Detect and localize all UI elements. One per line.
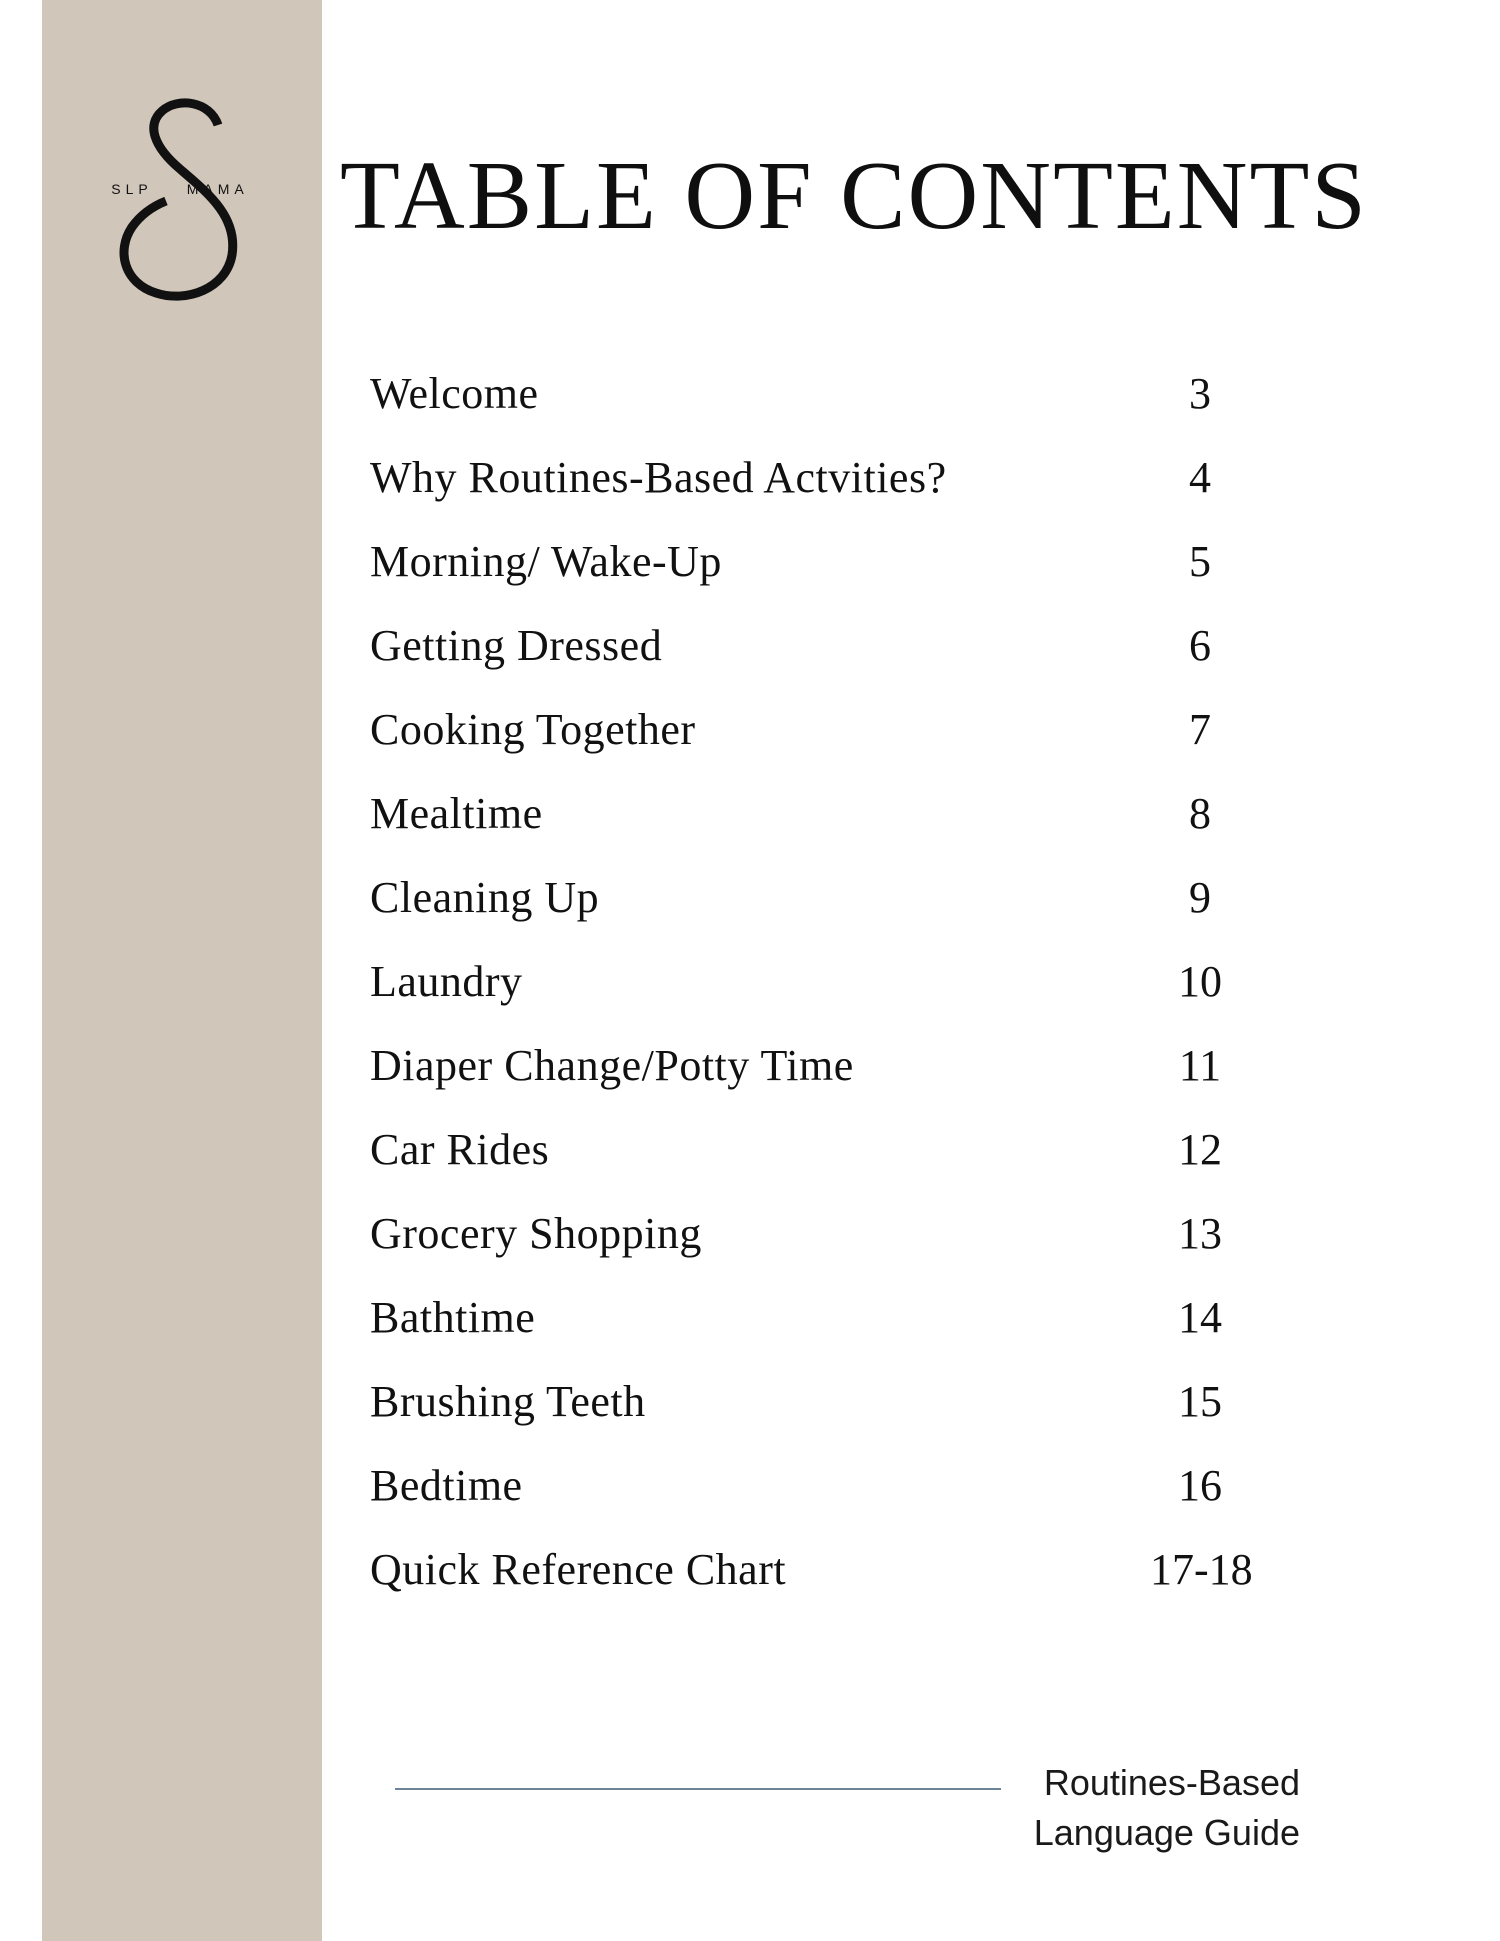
logo-s-mark (90, 95, 270, 305)
toc-page-number: 17-18 (1150, 1545, 1253, 1594)
toc-label: Welcome (370, 369, 539, 418)
toc-row[interactable] (370, 368, 1310, 452)
toc-row[interactable] (370, 536, 1310, 620)
toc-page-number: 10 (1178, 957, 1222, 1006)
logo-word-slp: SLP (111, 181, 153, 197)
toc-page-number: 5 (1189, 537, 1211, 586)
toc-page-number: 8 (1189, 789, 1211, 838)
toc-label: Morning/ Wake-Up (370, 537, 722, 586)
toc-page-number: 12 (1178, 1125, 1222, 1174)
toc-label: Laundry (370, 957, 523, 1006)
toc-label: Cooking Together (370, 705, 696, 754)
footer-line-2: Language Guide (1033, 1812, 1300, 1853)
toc-row[interactable] (370, 1124, 1310, 1208)
toc-row[interactable] (370, 1040, 1310, 1124)
toc-label: Getting Dressed (370, 621, 663, 670)
toc-row[interactable] (370, 872, 1310, 956)
toc-row[interactable] (370, 788, 1310, 872)
slp-mama-logo (90, 95, 270, 305)
toc-label: Mealtime (370, 789, 543, 838)
toc-row[interactable] (370, 956, 1310, 1040)
toc-label: Diaper Change/Potty Time (370, 1041, 854, 1090)
toc-row[interactable] (370, 620, 1310, 704)
footer-divider (395, 1788, 1001, 1790)
toc-page-number: 9 (1189, 873, 1211, 922)
toc-page-number: 7 (1189, 705, 1211, 754)
toc-label: Bathtime (370, 1293, 536, 1342)
toc-row[interactable] (370, 1208, 1310, 1292)
footer-caption (1034, 1758, 1300, 1858)
toc-page-number: 3 (1189, 369, 1211, 418)
toc-row[interactable] (370, 1376, 1310, 1460)
page-title: TABLE OF CONTENTS (340, 142, 1368, 250)
toc-page-number: 4 (1189, 453, 1211, 502)
toc-row[interactable] (370, 1292, 1310, 1376)
toc-row[interactable] (370, 704, 1310, 788)
toc-label: Grocery Shopping (370, 1209, 702, 1258)
toc-list (370, 368, 1310, 1628)
toc-page-number: 14 (1178, 1293, 1222, 1342)
footer-line-1: Routines-Based (1043, 1762, 1300, 1803)
toc-label: Car Rides (370, 1125, 550, 1174)
toc-row[interactable] (370, 1460, 1310, 1544)
toc-page-number: 6 (1189, 621, 1211, 670)
toc-label: Quick Reference Chart (370, 1545, 787, 1594)
logo-word-mama: MAMA (186, 181, 249, 197)
toc-page-number: 13 (1178, 1209, 1222, 1258)
toc-label: Bedtime (370, 1461, 523, 1510)
toc-label: Brushing Teeth (370, 1377, 646, 1426)
toc-page-number: 16 (1178, 1461, 1222, 1510)
toc-page-number: 15 (1178, 1377, 1222, 1426)
logo-wordmark (90, 181, 270, 197)
toc-row[interactable] (370, 452, 1310, 536)
toc-row[interactable] (370, 1544, 1310, 1628)
toc-label: Why Routines-Based Actvities? (370, 453, 947, 502)
toc-label: Cleaning Up (370, 873, 600, 922)
toc-page-number: 11 (1178, 1041, 1222, 1090)
